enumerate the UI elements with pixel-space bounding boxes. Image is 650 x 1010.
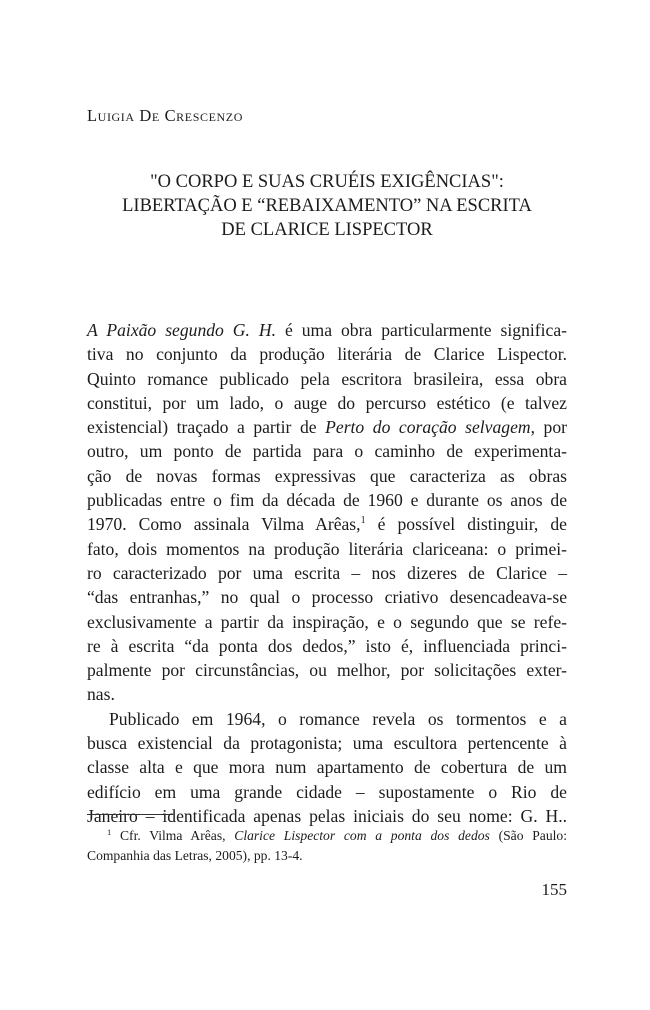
footnote-reference[interactable]: 1 bbox=[360, 515, 366, 527]
text-line: 1970. Como assinala Vilma Arêas,$^1$ é possível distinguir, de bbox=[87, 514, 567, 535]
footnote bbox=[87, 826, 567, 866]
text-line: constitui, por um lado, o auge do percurso estético (e talvez bbox=[87, 392, 567, 413]
title-line-1: "O CORPO E SUAS CRUÉIS EXIGÊNCIAS": bbox=[150, 172, 504, 192]
text-line: Janeiro – identificada apenas pelas iniciais do seu nome: G. H.. bbox=[87, 805, 567, 826]
text-line: exclusivamente a partir da inspiração, e o segundo que se refe- bbox=[87, 611, 567, 632]
article-title bbox=[87, 170, 567, 242]
footnote-marker: 1 bbox=[107, 827, 112, 837]
text-line: fato, dois momentos na produção literária clariceana: o primei- bbox=[87, 538, 567, 559]
footnote-divider bbox=[87, 814, 173, 815]
running-header-author: Luigia De Crescenzo bbox=[87, 106, 243, 125]
book-title-italic: A Paixão segundo G. H. bbox=[87, 320, 276, 340]
text-line: ção de novas formas expressivas que caracteriza as obras bbox=[87, 465, 567, 486]
text-line: busca existencial da protagonista; uma escultora pertencente à bbox=[87, 733, 567, 754]
page-number: 155 bbox=[541, 880, 567, 899]
text-line: edifício em uma grande cidade – supostamente o Rio de bbox=[87, 781, 567, 802]
text-line: classe alta e que mora num apartamento de cobertura de um bbox=[87, 757, 567, 778]
text-line: Publicado em 1964, o romance revela os tormentos e a bbox=[109, 708, 567, 729]
footnote-book-title: Clarice Lispector com a ponta dos dedos bbox=[234, 828, 490, 843]
book-title-italic: Perto do coração selvagem bbox=[325, 417, 531, 438]
text-line: nas. bbox=[87, 684, 115, 705]
text-line: ro caracterizado por uma escrita – nos dizeres de Clarice – bbox=[87, 562, 567, 583]
footnote-line: $^1$ Cfr. Vilma Arêas, Clarice Lispector com a ponta dos dedos (São Paulo: bbox=[107, 827, 567, 843]
text-line: palmente por circunstâncias, ou melhor, por solicitações exter- bbox=[87, 660, 567, 681]
text-line: re à escrita “da ponta dos dedos,” isto é, influenciada princi- bbox=[87, 635, 567, 656]
title-line-3: DE CLARICE LISPECTOR bbox=[221, 220, 433, 240]
text-line: A Paixão segundo G. H. é uma obra particularmente significa- bbox=[87, 320, 567, 340]
text-line: outro, um ponto de partida para o caminho de experimenta- bbox=[87, 441, 567, 462]
body-text bbox=[87, 318, 567, 828]
text-line: existencial) traçado a partir de Perto do coração selvagem, por bbox=[87, 417, 567, 438]
title-line-2: LIBERTAÇÃO E “REBAIXAMENTO” NA ESCRITA bbox=[122, 196, 532, 216]
text-line: tiva no conjunto da produção literária de Clarice Lispector. bbox=[87, 344, 567, 365]
text-line: “das entranhas,” no qual o processo criativo desencadeava-se bbox=[87, 587, 567, 608]
footnote-line: Companhia das Letras, 2005), pp. 13-4. bbox=[87, 848, 303, 863]
text-line: Quinto romance publicado pela escritora brasileira, essa obra bbox=[87, 368, 567, 389]
text-line: publicadas entre o fim da década de 1960 e durante os anos de bbox=[87, 490, 567, 511]
